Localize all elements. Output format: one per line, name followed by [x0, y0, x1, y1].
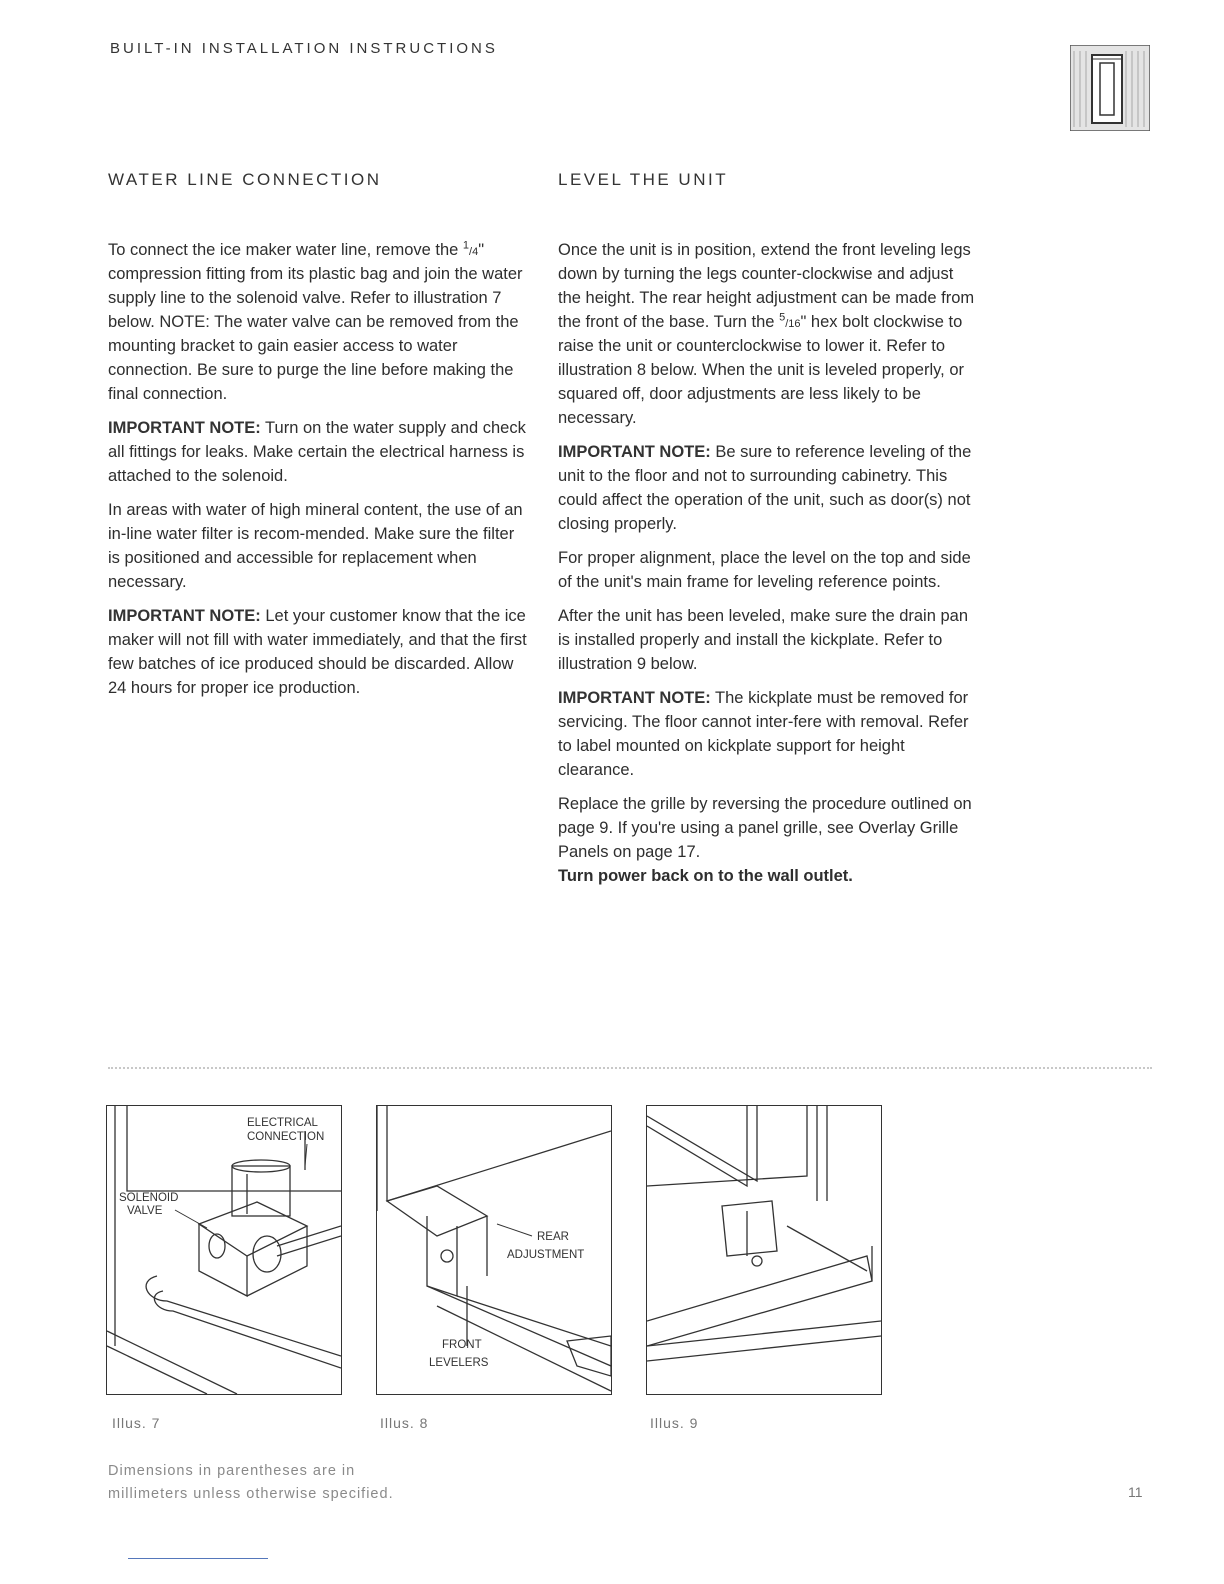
- illus-9-caption: Illus. 9: [650, 1415, 699, 1431]
- svg-text:LEVELERS: LEVELERS: [429, 1357, 489, 1369]
- illustration-9: [646, 1105, 882, 1395]
- water-line-section: [108, 168, 528, 710]
- level-unit-paragraph-2: For proper alignment, place the level on the top and side of the unit's main frame for leveling reference points.: [558, 549, 971, 591]
- solenoid-valve-drawing: [107, 1106, 341, 1394]
- kickplate-drawing: [647, 1106, 881, 1394]
- brand-logo-icon: [1070, 45, 1150, 131]
- level-unit-paragraph-4: Replace the grille by reversing the procedure outlined on page 9. If you're using a panel grille, see Overlay Grille Panels on page 17. Turn power back on to the wall outlet.: [558, 795, 972, 885]
- rear-adjustment-label: REAR: [537, 1231, 569, 1243]
- dimensions-footnote: Dimensions in parentheses are in millimeters unless otherwise specified.: [108, 1463, 394, 1502]
- leveling-legs-drawing: [377, 1106, 611, 1394]
- illustration-8: [376, 1105, 612, 1395]
- level-unit-important-note-1: IMPORTANT NOTE: Be sure to reference leveling of the unit to the floor and not to surrounding cabinetry. This could affect the operation of the unit, such as door(s) not closing properly.: [558, 443, 972, 533]
- page-header: BUILT-IN INSTALLATION INSTRUCTIONS: [110, 40, 498, 57]
- level-unit-paragraph-3: After the unit has been leveled, make sure the drain pan is installed properly and install the kickplate. Refer to illustration 9 below.: [558, 607, 969, 673]
- front-levelers-label: FRONT: [442, 1339, 482, 1351]
- solenoid-valve-label: SOLENOID: [119, 1192, 179, 1204]
- electrical-connection-label: ELECTRICAL: [247, 1117, 318, 1129]
- level-unit-important-note-2: IMPORTANT NOTE: The kickplate must be removed for servicing. The floor cannot inter-fere with removal. Refer to label mounted on kickplate support for height clearance.: [558, 689, 969, 779]
- page-number: 11: [1128, 1484, 1143, 1500]
- level-unit-paragraph-1: Once the unit is in position, extend the front leveling legs down by turning the legs counter-clockwise and adjust the height. The rear height adjustment can be made from the front of the base. Turn the $^5$/16" hex bolt clockwise to raise the unit or counterclockwise to lower it. Refer to illustration 8 below. When the unit is leveled properly, or squared off, door adjustments are less likely to be necessary.: [558, 241, 975, 427]
- level-unit-title: LEVEL THE UNIT: [558, 170, 729, 189]
- illustration-7: [106, 1105, 342, 1395]
- level-unit-section: [558, 168, 978, 898]
- svg-text:ADJUSTMENT: ADJUSTMENT: [507, 1249, 585, 1261]
- water-line-important-note-1: IMPORTANT NOTE: Turn on the water supply and check all fittings for leaks. Make certain the electrical harness is attached to the solenoid.: [108, 419, 526, 485]
- water-line-important-note-2: IMPORTANT NOTE: Let your customer know that the ice maker will not fill with water immediately, and that the first few batches of ice produced should be discarded. Allow 24 hours for proper ice production.: [108, 607, 527, 697]
- water-line-title: WATER LINE CONNECTION: [108, 170, 382, 189]
- illus-7-caption: Illus. 7: [112, 1415, 161, 1431]
- water-line-paragraph-2: In areas with water of high mineral content, the use of an in-line water filter is recom-mended. Make sure the filter is positioned and accessible for replacement when necessary.: [108, 501, 523, 591]
- water-line-paragraph-1: To connect the ice maker water line, remove the $^1$/4" compression fitting from its plastic bag and join the water supply line to the solenoid valve. Refer to illustration 7 below. NOTE: The water valve can be removed from the mounting bracket to gain easier access to water connection. Be sure to purge the line before making the final connection.: [108, 239, 523, 403]
- svg-text:CONNECTION: CONNECTION: [247, 1131, 325, 1143]
- footer-rule: [128, 1558, 268, 1559]
- illus-8-caption: Illus. 8: [380, 1415, 429, 1431]
- power-back-on-note: Turn power back on to the wall outlet.: [558, 867, 853, 885]
- section-divider: [108, 1067, 1152, 1069]
- svg-text:VALVE: VALVE: [127, 1205, 163, 1217]
